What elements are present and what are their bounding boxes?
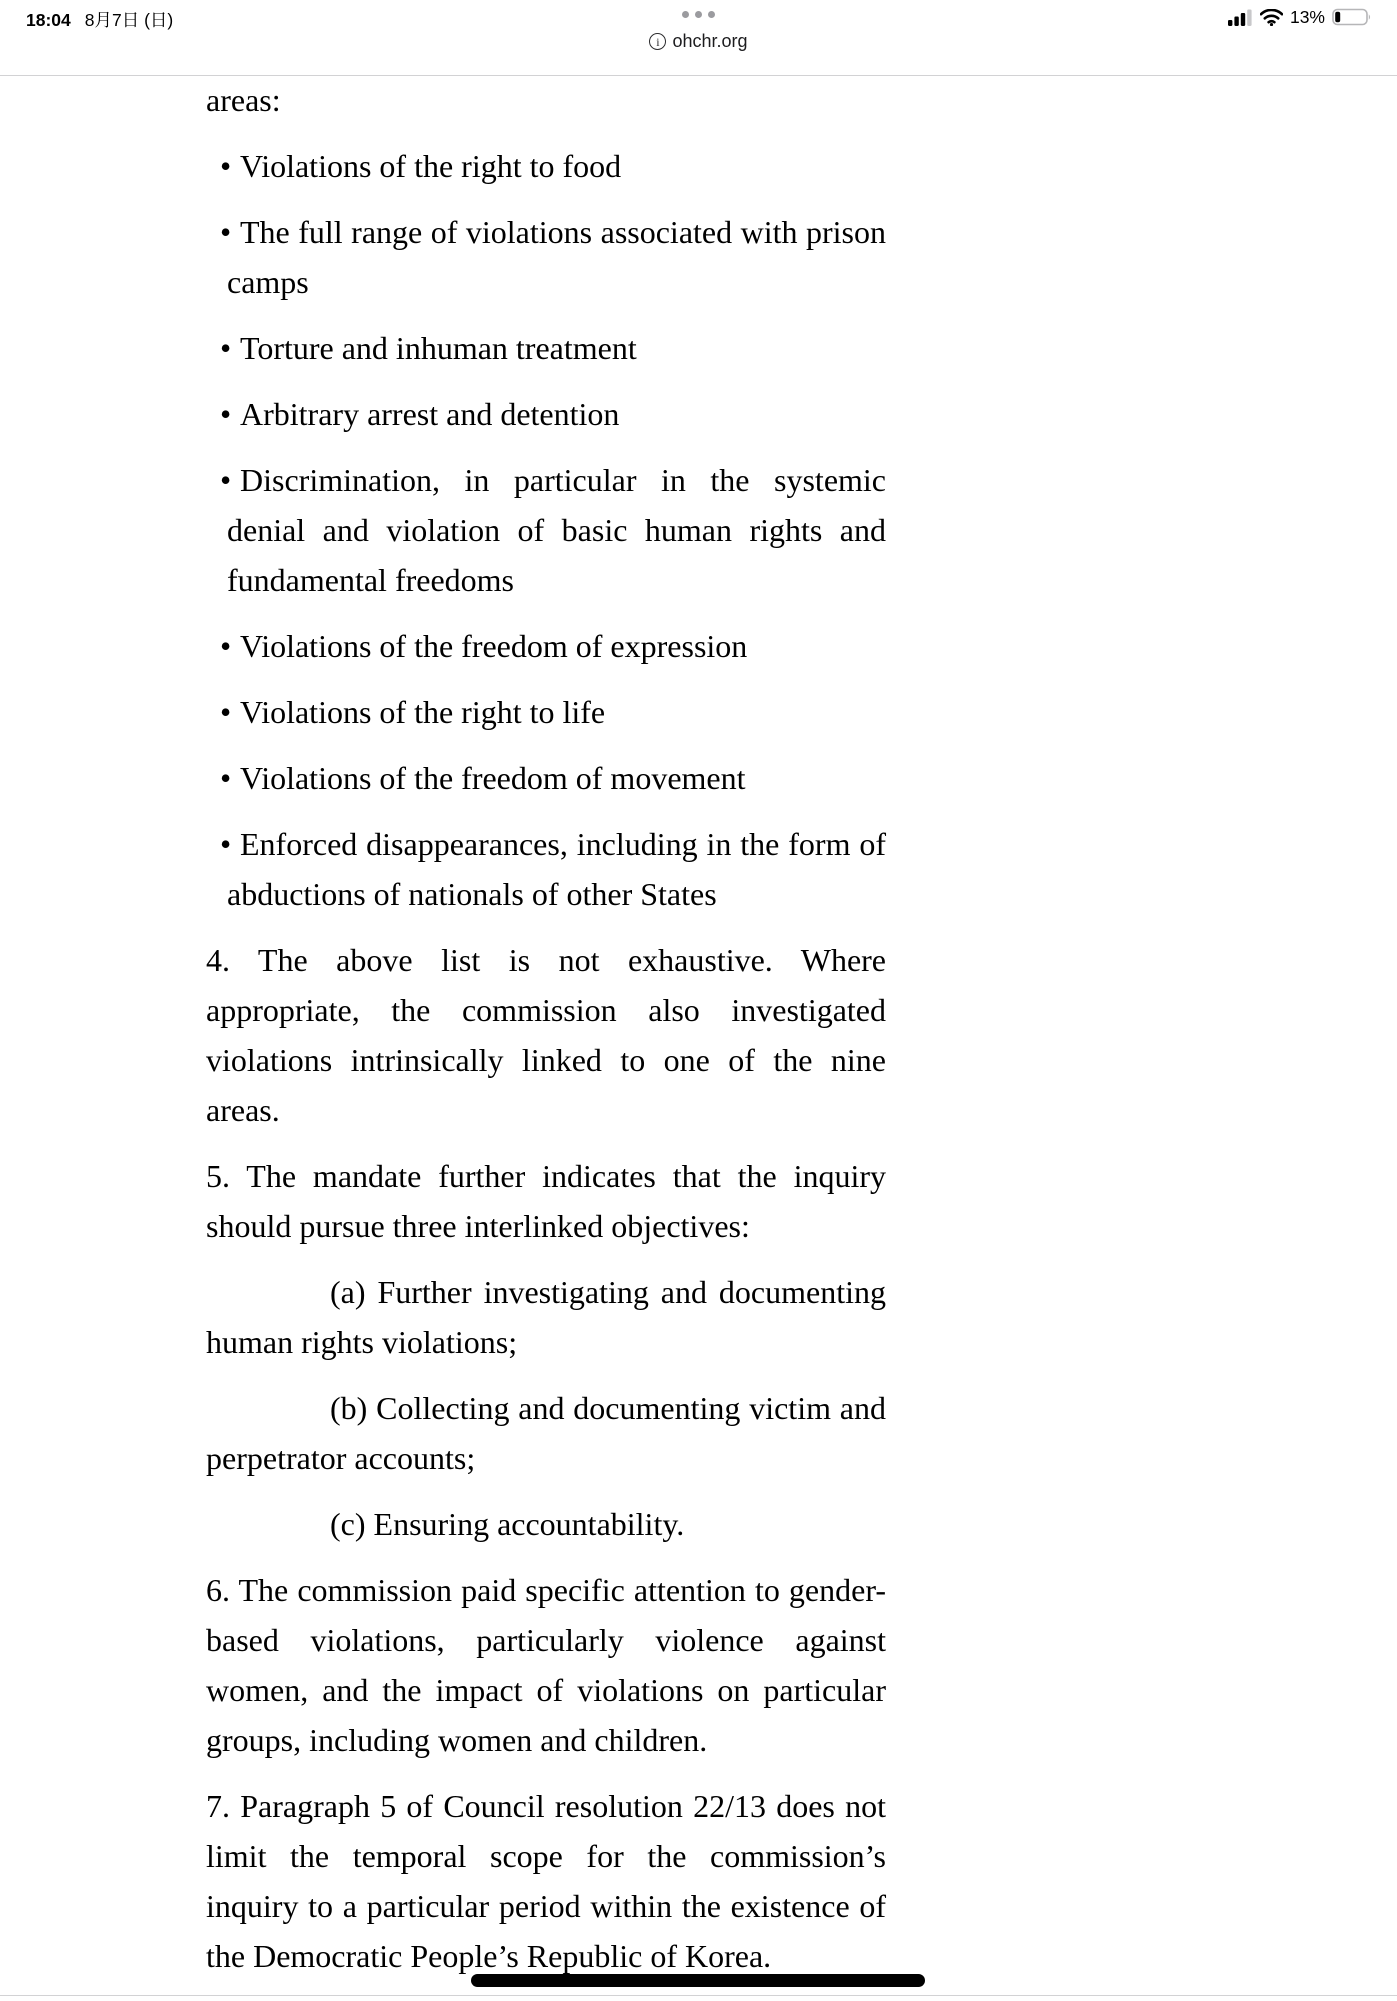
intro-line: areas: xyxy=(206,82,281,118)
bullet-item: • Violations of the right to food xyxy=(206,141,886,191)
site-info-icon[interactable]: i xyxy=(649,33,666,50)
cellular-signal-icon xyxy=(1228,9,1253,26)
page-menu-dots-button[interactable] xyxy=(0,11,1397,18)
status-date: 8月7日 (日) xyxy=(84,10,174,30)
bullet-item: • The full range of violations associated with prison camps xyxy=(206,207,886,307)
bullet-item: • Enforced disappearances, including in the form of abductions of nationals of other States xyxy=(206,819,886,919)
url-text[interactable]: ohchr.org xyxy=(672,31,748,51)
bullet-item: • Violations of the freedom of expression xyxy=(206,621,886,671)
paragraph: 5. The mandate further indicates that the inquiry should pursue three interlinked objectives: xyxy=(206,1158,886,1244)
paragraph: (c) Ensuring accountability. xyxy=(330,1506,685,1542)
violations-bullet-list xyxy=(206,141,886,919)
wifi-icon xyxy=(1260,9,1283,26)
paragraph: 4. The above list is not exhaustive. Where appropriate, the commission also investigated violations intrinsically linked to one of the nine areas. xyxy=(206,942,886,1128)
dot-icon xyxy=(682,11,689,18)
battery-percent-label: 13% xyxy=(1289,6,1325,27)
battery-icon xyxy=(1332,8,1372,26)
bullet-item: • Torture and inhuman treatment xyxy=(206,323,886,373)
bullet-item: • Discrimination, in particular in the systemic denial and violation of basic human rights and fundamental freedoms xyxy=(206,455,886,605)
paragraph: (a) Further investigating and documenting human rights violations; xyxy=(206,1274,886,1360)
document-page xyxy=(206,75,886,1981)
bullet-item: • Violations of the freedom of movement xyxy=(206,753,886,803)
bottom-hairline xyxy=(0,1995,1397,2001)
numbered-paragraphs xyxy=(206,935,886,1981)
paragraph: (b) Collecting and documenting victim and perpetrator accounts; xyxy=(206,1390,886,1476)
dot-icon xyxy=(695,11,702,18)
home-indicator[interactable] xyxy=(471,1974,925,1987)
address-bar[interactable] xyxy=(0,31,1397,52)
status-right xyxy=(1228,7,1372,27)
status-time: 18:04 xyxy=(26,10,71,30)
safari-toolbar xyxy=(0,0,1397,76)
paragraph: 6. The commission paid specific attention to gender-based violations, particularly violence against women, and the impact of violations on particular groups, including women and children. xyxy=(206,1572,886,1758)
paragraph: 7. Paragraph 5 of Council resolution 22/13 does not limit the temporal scope for the commission’s inquiry to a particular period within the existence of the Democratic People’s Republic of Korea. xyxy=(206,1788,886,1974)
bullet-item: • Arbitrary arrest and detention xyxy=(206,389,886,439)
bullet-item: • Violations of the right to life xyxy=(206,687,886,737)
dot-icon xyxy=(708,11,715,18)
